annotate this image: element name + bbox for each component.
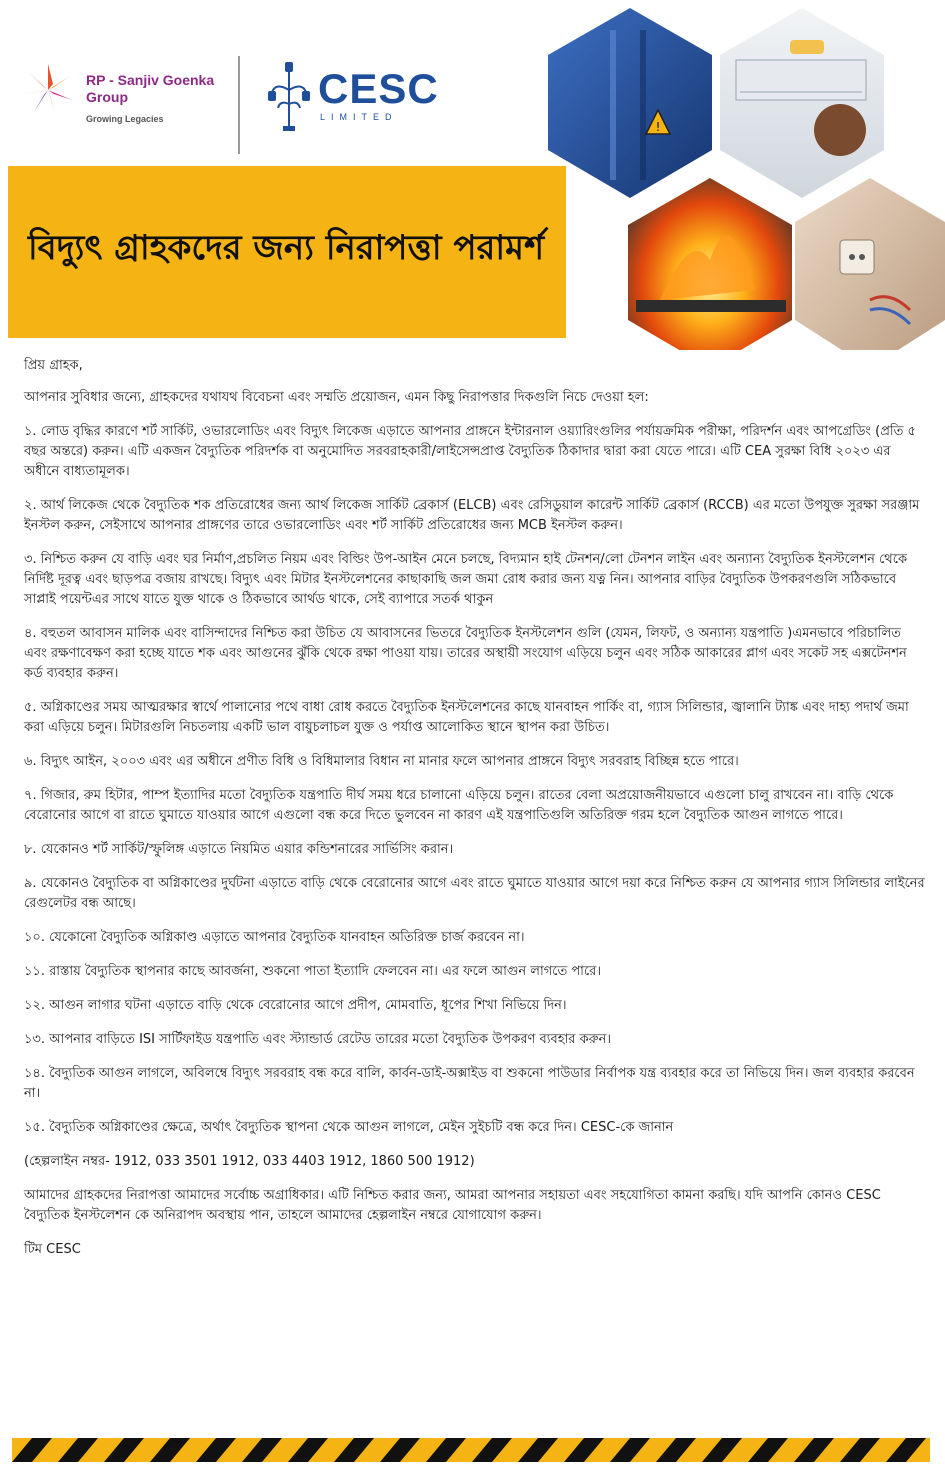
safety-point: ২. আর্থ লিকেজ থেকে বৈদ্যুতিক শক প্রতিরোধের জন্য আর্থ লিকেজ সার্কিট ব্রেকার্স (ELCB) এবং রেসিডুয়াল কারেন্ট সার্কিট ব্রেকার্স (RCCB) এর মতো উপযুক্ত সুরক্ষা সরঞ্জাম ইনস্টল করুন, সেইসাথে আপনার প্রাঙ্গণের তারে ওভারলোডিং এবং শর্ট সার্কিট প্রতিরোধের জন্য MCB ইনস্টল করুন।	[24, 498, 920, 533]
advisory-body	[24, 356, 926, 1274]
electrical-fire-image	[628, 178, 792, 350]
cesc-logo-name: CESC	[318, 65, 439, 112]
safety-point: ১৩. আপনার বাড়িতে ISI সার্টিফাইড যন্ত্রপাতি এবং স্ট্যান্ডার্ড রেটেড তারের মতো বৈদ্যুতিক উপকরণ ব্যবহার করুন।	[24, 1032, 612, 1047]
logo-divider	[238, 56, 240, 154]
safety-point: ১. লোড বৃদ্ধির কারণে শর্ট সার্কিট, ওভারলোডিং এবং বিদ্যুৎ লিকেজ এড়াতে আপনার প্রাঙ্গনে ইন্টারনাল ওয়্যারিংগুলির পর্যায়ক্রমিক পরীক্ষা, পরিদর্শন এবং আপগ্রেডিং (প্রতি ৫ বছর অন্তরে) করুন। এটি একজন বৈদ্যুতিক পরিদর্শক বা অনুমোদিত সরবরাহকারী/লাইসেন্সপ্রাপ্ত বৈদ্যুতিক ঠিকাদার দ্বারা করা যেতে পারে। এটি CEA সুরক্ষা বিধি ২০২৩ এর অধীনে বাধ্যতামূলক।	[24, 424, 916, 479]
hexagon-illustrations	[540, 0, 945, 350]
cesc-logo	[262, 60, 439, 140]
rp-sanjiv-goenka-logo	[20, 60, 230, 130]
signature: টিম CESC	[24, 1242, 81, 1257]
safety-point: ৭. গিজার, রুম হিটার, পাম্প ইত্যাদির মতো বৈদ্যুতিক যন্ত্রপাতি দীর্ঘ সময় ধরে চালানো এড়িয়ে চলুন। রাতের বেলা অপ্রয়োজনীয়ভাবে এগুলো চালু রাখবেন না। বাড়ি থেকে বেরোনোর আগে বা রাতে ঘুমাতে যাওয়ার আগে এগুলো বন্ধ করে দিতে ভুলবেন না কারণ এই যন্ত্রপাতিগুলি অতিরিক্ত গরম হলে বৈদ্যুতিক আগুন লাগতে পারে।	[24, 788, 894, 823]
ac-service-image	[720, 8, 884, 198]
salutation: প্রিয় গ্রাহক,	[24, 358, 83, 373]
intro-text: আপনার সুবিধার জন্যে, গ্রাহকদের যথাযথ বিবেচনা এবং সম্মতি প্রয়োজন, এমন কিছু নিরাপত্তার দিকগুলি নিচে দেওয়া হল:	[24, 390, 649, 405]
electrical-panel-image	[548, 8, 712, 198]
safety-point: ৩. নিশ্চিত করুন যে বাড়ি এবং ঘর নির্মাণ,প্রচলিত নিয়ম এবং বিল্ডিং উপ-আইন মেনে চলছে, বিদ্যমান হাই টেনশন/লো টেনশন লাইন এবং অন্যান্য বৈদ্যুতিক ইনস্টলেশন থেকে নির্দিষ্ট দূরত্ব এবং ছাড়পত্র বজায় রাখছে। বিদ্যুৎ এবং মিটার ইনস্টলেশনের কাছাকাছি জল জমা রোধ করার জন্য যত্ন নিন। আপনার বাড়ির বৈদ্যুতিক উপকরণগুলি সঠিকভাবে সাপ্লাই পয়েন্টএর সাথে যাতে যুক্ত থাকে ও ঠিকভাবে আর্থড থাকে, সেই ব্যাপারে সতর্ক থাকুন	[24, 552, 908, 607]
safety-point: ১৪. বৈদ্যুতিক আগুন লাগলে, অবিলম্বে বিদ্যুৎ সরবরাহ বন্ধ করে বালি, কার্বন-ডাই-অক্সাইড বা শুকনো পাউডার নির্বাপক যন্ত্র ব্যবহার করে তা নিভিয়ে দিন। জল ব্যবহার করবেন না।	[24, 1066, 915, 1101]
safety-point: ১৫. বৈদ্যুতিক অগ্নিকাণ্ডের ক্ষেত্রে, অর্থাৎ বৈদ্যুতিক স্থাপনা থেকে আগুন লাগলে, মেইন সুইচটি বন্ধ করে দিন। CESC-কে জানান	[24, 1120, 674, 1135]
rp-star-icon	[20, 60, 80, 120]
safety-point: ১০. যেকোনো বৈদ্যুতিক অগ্নিকাণ্ড এড়াতে আপনার বৈদ্যুতিক যানবাহন অতিরিক্ত চার্জ করবেন না।	[24, 930, 525, 945]
safety-point: ৮. যেকোনও শর্ট সার্কিট/স্ফুলিঙ্গ এড়াতে নিয়মিত এয়ার কন্ডিশনারের সার্ভিসিং করান।	[24, 842, 454, 857]
safety-point: ৪. বহুতল আবাসন মালিক এবং বাসিন্দাদের নিশ্চিত করা উচিত যে আবাসনের ভিতরে বৈদ্যুতিক ইনস্টলেশন গুলি (যেমন, লিফট, ও অন্যান্য যন্ত্রপাতি )এমনভাবে পরিচালিত এবং রক্ষণাবেক্ষণ করা হচ্ছে যাতে শক এবং আগুনের ঝুঁকি থেকে রক্ষা পাওয়া যায়। তারের অস্থায়ী সংযোগ এড়িয়ে চলুন এবং সঠিক আকারের প্লাগ এবং সকেট সহ এক্সটেনশন কর্ড ব্যবহার করুন।	[24, 626, 907, 681]
safety-point: ১২. আগুন লাগার ঘটনা এড়াতে বাড়ি থেকে বেরোনোর আগে প্রদীপ, মোমবাতি, ধূপের শিখা নিভিয়ে দিন।	[24, 998, 567, 1013]
closing-text: আমাদের গ্রাহকদের নিরাপত্তা আমাদের সর্বোচ্চ অগ্রাধিকার। এটি নিশ্চিত করার জন্য, আমরা আপনার সহায়তা এবং সহযোগিতা কামনা করছি। যদি আপনি কোনও CESC বৈদ্যুতিক ইনস্টলেশন কে অনিরাপদ অবস্থায় পান, তাহলে আমাদের হেল্পলাইন নম্বরে যোগাযোগ করুন।	[24, 1188, 881, 1223]
socket-wiring-image	[795, 178, 945, 350]
page-title: বিদ্যুৎ গ্রাহকদের জন্য নিরাপত্তা পরামর্শ	[28, 228, 545, 268]
helpline-numbers: (হেল্পলাইন নম্বর- 1912, 033 3501 1912, 033 4403 1912, 1860 500 1912)	[24, 1154, 475, 1169]
title-banner	[8, 166, 566, 338]
safety-point: ৬. বিদ্যুৎ আইন, ২০০৩ এবং এর অধীনে প্রণীত বিধি ও বিধিমালার বিধান না মানার ফলে আপনার প্রাঙ্গনে বিদ্যুৎ সরবরাহ বিচ্ছিন্ন হতে পারে।	[24, 754, 739, 769]
cesc-logo-subtitle: LIMITED	[320, 112, 398, 122]
svg-text:!: !	[655, 120, 661, 134]
safety-point: ৯. যেকোনও বৈদ্যুতিক বা অগ্নিকাণ্ডের দুর্ঘটনা এড়াতে বাড়ি থেকে বেরোনোর আগে এবং রাতে ঘুমাতে যাওয়ার আগে দয়া করে নিশ্চিত করুন যে আপনার গ্যাস সিলিন্ডার লাইনের রেগুলেটর বন্ধ আছে।	[24, 876, 925, 911]
safety-point: ৫. অগ্নিকাণ্ডের সময় আত্মরক্ষার স্বার্থে পালানোর পথে বাধা রোধ করতে বৈদ্যুতিক ইনস্টলেশনের কাছে যানবাহন পার্কিং বা, গ্যাস সিলিন্ডার, জ্বালানি ট্যাঙ্ক এবং দাহ্য পদার্থ জমা করা এড়িয়ে চলুন। মিটারগুলি নিচতলায় একটি ভাল বায়ুচলাচল যুক্ত ও পর্যাপ্ত আলোকিত স্থানে স্থাপন করা উচিত।	[24, 700, 909, 735]
lamp-post-icon	[262, 60, 316, 132]
safety-point: ১১. রাস্তায় বৈদ্যুতিক স্থাপনার কাছে আবর্জনা, শুকনো পাতা ইত্যাদি ফেলবেন না। এর ফলে আগুন লাগতে পারে।	[24, 964, 601, 979]
hazard-stripe	[12, 1438, 930, 1462]
rp-logo-name: RP - Sanjiv Goenka Group	[86, 72, 215, 105]
rp-logo-tagline: Growing Legacies	[86, 114, 164, 124]
